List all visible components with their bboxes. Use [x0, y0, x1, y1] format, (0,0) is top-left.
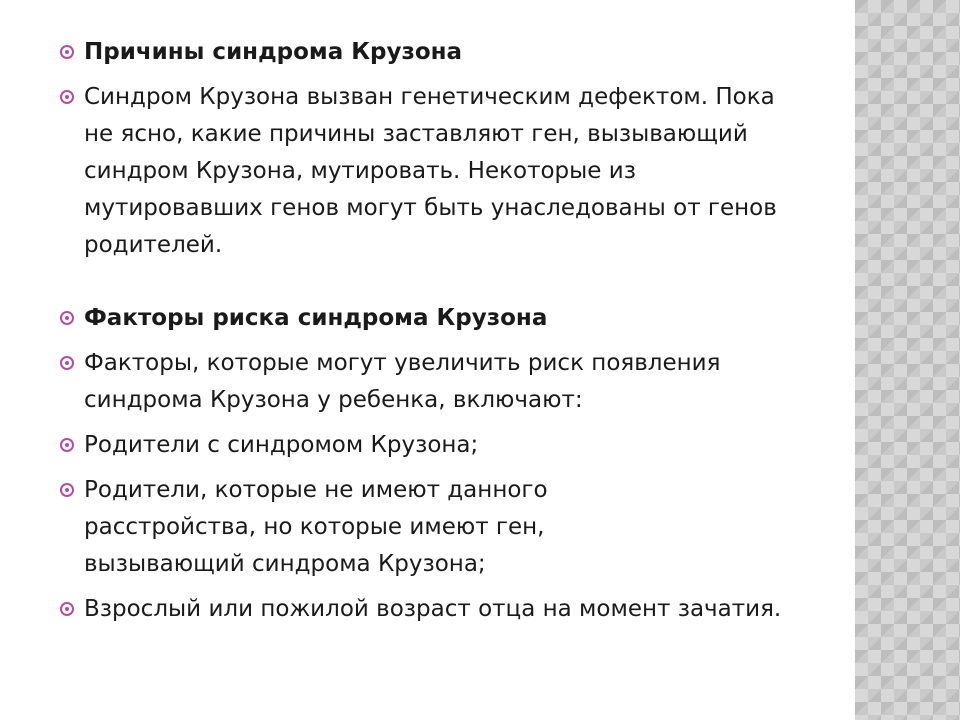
circle-dot-bullet-icon [60, 356, 74, 370]
bullet-text: Синдром Крузона вызван генетическим дефектом. Пока не ясно, какие причины заставляют ген, вызывающий синдром Крузона, мутировать. Некоторые из мутировавших генов могут быть унаследованы от генов родителей. [84, 84, 777, 258]
bullet-text: Родители, которые не имеют данного расстройства, но которые имеют ген, вызывающий синдрома Крузона; [84, 477, 548, 577]
bullet-causes-description [58, 79, 784, 264]
bullet-text: Факторы, которые могут увеличить риск появления синдрома Крузона у ребенка, включают: [84, 350, 721, 413]
bullet-risk-factors-intro [58, 345, 724, 419]
decorative-side-panel [855, 0, 960, 720]
circle-dot-bullet-icon [60, 90, 74, 104]
circle-dot-bullet-icon [60, 45, 74, 59]
circle-dot-bullet-icon [60, 311, 74, 325]
slide-content [58, 34, 848, 636]
bullet-text: Причины синдрома Крузона [84, 39, 463, 65]
bullet-risk-parents-with-syndrome [58, 427, 848, 464]
bullet-text: Факторы риска синдрома Крузона [84, 305, 548, 331]
bullet-heading-causes [58, 34, 848, 71]
circle-dot-bullet-icon [60, 438, 74, 452]
bullet-risk-parents-carriers [58, 472, 684, 583]
circle-dot-bullet-icon [60, 602, 74, 616]
bullet-heading-risk-factors [58, 300, 848, 337]
bullet-text: Родители с синдромом Крузона; [84, 432, 479, 458]
bullet-text: Взрослый или пожилой возраст отца на момент зачатия. [84, 596, 782, 622]
circle-dot-bullet-icon [60, 483, 74, 497]
bullet-risk-father-age [58, 591, 804, 628]
